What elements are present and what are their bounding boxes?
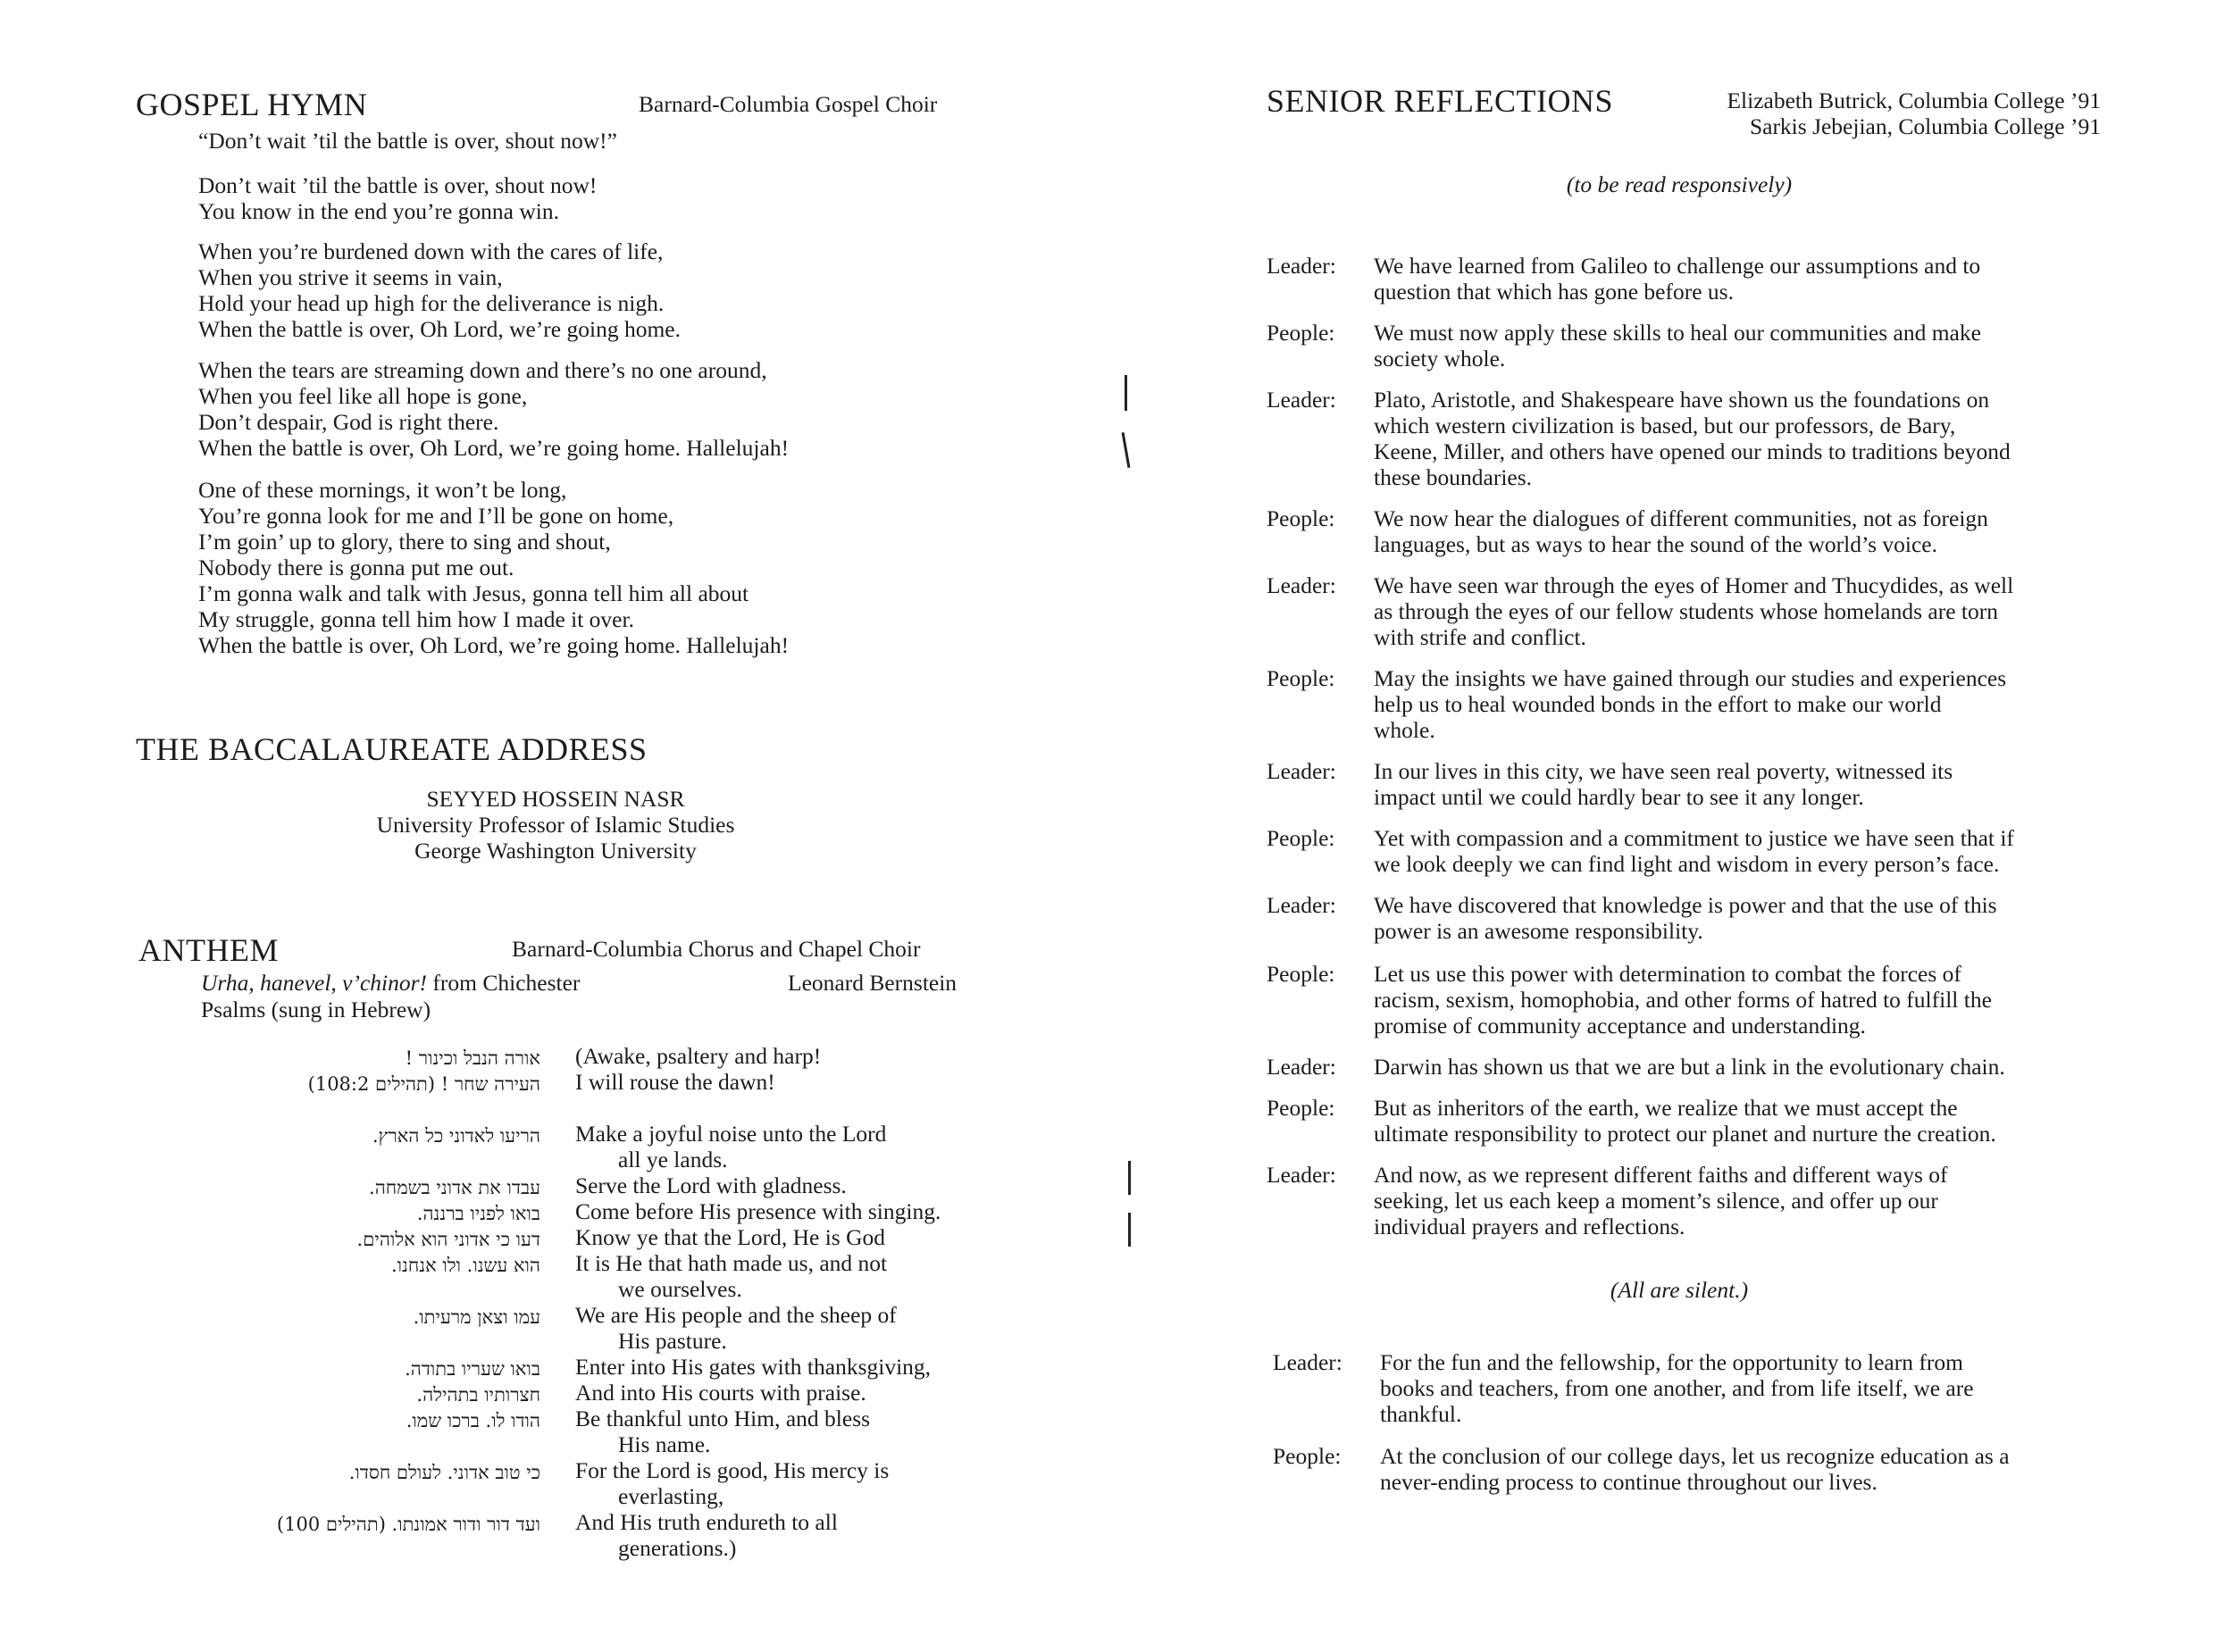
translation-line: Know ye that the Lord, He is God bbox=[575, 1224, 886, 1250]
role-label: People: bbox=[1267, 505, 1335, 531]
staple-mark bbox=[1128, 1213, 1131, 1247]
exchange-line: thankful. bbox=[1380, 1401, 1462, 1427]
exchange-line: We have learned from Galileo to challenge our assumptions and to bbox=[1374, 253, 1981, 279]
hymn-line: When the battle is over, Oh Lord, we’re going home. Hallelujah! bbox=[198, 632, 790, 658]
role-label: People: bbox=[1273, 1443, 1342, 1469]
role-label: People: bbox=[1267, 825, 1335, 851]
anthem-title: ANTHEM bbox=[138, 932, 279, 968]
hebrew-line: העירה שחר ! (תהילים 108:2) bbox=[307, 1073, 540, 1095]
translation-line: everlasting, bbox=[618, 1483, 724, 1509]
exchange-text bbox=[1374, 961, 2106, 1039]
exchange-line: power is an awesome responsibility. bbox=[1374, 918, 1703, 944]
translation-line: Come before His presence with singing. bbox=[575, 1198, 941, 1224]
exchange-line: We have discovered that knowledge is power and that the use of this bbox=[1374, 892, 1997, 918]
exchange-line: whole. bbox=[1374, 717, 1435, 743]
closing-reading bbox=[1273, 1349, 2112, 1501]
hymn-line: When you feel like all hope is gone, bbox=[198, 383, 528, 409]
translation-line: And His truth endureth to all bbox=[575, 1509, 838, 1535]
hebrew-line: דעו כי אדוני הוא אלוהים. bbox=[356, 1229, 540, 1250]
exchange-line: In our lives in this city, we have seen real poverty, witnessed its bbox=[1374, 758, 1953, 784]
hymn-line: You’re gonna look for me and I’ll be gone on home, bbox=[198, 503, 674, 529]
gospel-hymn-subtitle: “Don’t wait ’til the battle is over, shout now!” bbox=[198, 128, 617, 154]
hymn-line: Nobody there is gonna put me out. bbox=[198, 555, 514, 580]
role-label: Leader: bbox=[1273, 1349, 1342, 1375]
hymn-stanza-2 bbox=[198, 238, 681, 342]
hebrew-line: בואו שעריו בתודה. bbox=[405, 1358, 540, 1380]
translation-line: all ye lands. bbox=[618, 1147, 728, 1172]
role-label: People: bbox=[1267, 961, 1335, 987]
reading-instruction: (to be read responsively) bbox=[1566, 171, 1793, 197]
anthem-performer: Barnard-Columbia Chorus and Chapel Choir bbox=[512, 936, 921, 962]
hebrew-line: הוא עשנו. ולו אנחנו. bbox=[390, 1255, 540, 1276]
hebrew-line: חצרותיו בתהילה. bbox=[416, 1384, 540, 1406]
role-label: Leader: bbox=[1267, 572, 1336, 598]
role-label: People: bbox=[1267, 665, 1335, 691]
hymn-line: You know in the end you’re gonna win. bbox=[198, 198, 559, 224]
role-label: Leader: bbox=[1267, 1054, 1336, 1080]
translation-line: (Awake, psaltery and harp! bbox=[575, 1043, 822, 1069]
exchange-line: We now hear the dialogues of different communities, not as foreign bbox=[1374, 505, 1988, 531]
anthem-work-title: Urha, hanevel, v’chinor! bbox=[201, 970, 428, 996]
exchange-text bbox=[1374, 825, 2106, 877]
exchange-line: these boundaries. bbox=[1374, 464, 1533, 490]
exchange-line: individual prayers and reflections. bbox=[1374, 1214, 1685, 1239]
reflections-title: SENIOR REFLECTIONS bbox=[1267, 83, 1614, 119]
role-label: Leader: bbox=[1267, 892, 1336, 918]
speaker-institution: George Washington University bbox=[414, 838, 697, 864]
role-label: Leader: bbox=[1267, 387, 1336, 413]
hymn-line: Hold your head up high for the deliverance is nigh. bbox=[198, 290, 665, 316]
exchange-line: And now, as we represent different faiths and different ways of bbox=[1374, 1162, 1948, 1188]
exchange-line: Keene, Miller, and others have opened our minds to traditions beyond bbox=[1374, 438, 2011, 464]
exchange-line: help us to heal wounded bonds in the effort to make our world bbox=[1374, 691, 1942, 717]
reflections-speakers bbox=[1590, 88, 2101, 139]
role-label: Leader: bbox=[1267, 1162, 1336, 1188]
translation-line: generations.) bbox=[618, 1535, 737, 1561]
role-label: People: bbox=[1267, 320, 1335, 346]
translation-line: we ourselves. bbox=[618, 1276, 742, 1302]
translation-line: Be thankful unto Him, and bless bbox=[575, 1406, 871, 1431]
exchange-text bbox=[1374, 758, 2106, 810]
exchange-line: impact until we could hardly bear to see it any longer. bbox=[1374, 784, 1864, 810]
exchange-line: never-ending process to continue throughout our lives. bbox=[1380, 1469, 1878, 1495]
speaker-2: Sarkis Jebejian, Columbia College ’91 bbox=[1749, 113, 2101, 139]
anthem-composer: Leonard Bernstein bbox=[788, 970, 958, 996]
exchange-line: We have seen war through the eyes of Homer and Thucydides, as well bbox=[1374, 572, 2014, 598]
gospel-hymn-performer: Barnard-Columbia Gospel Choir bbox=[639, 91, 938, 117]
hymn-line: One of these mornings, it won’t be long, bbox=[198, 477, 567, 503]
exchange-line: For the fun and the fellowship, for the opportunity to learn from bbox=[1380, 1349, 1963, 1375]
exchange-line: Plato, Aristotle, and Shakespeare have shown us the foundations on bbox=[1374, 387, 1990, 413]
translation-line: His pasture. bbox=[618, 1328, 727, 1354]
exchange-line: as through the eyes of our fellow students whose homelands are torn bbox=[1374, 598, 1998, 624]
role-label: Leader: bbox=[1267, 758, 1336, 784]
exchange-line: books and teachers, from one another, and from life itself, we are bbox=[1380, 1375, 1974, 1401]
translation-line: Serve the Lord with gladness. bbox=[575, 1172, 847, 1198]
exchange-text bbox=[1374, 1054, 2106, 1080]
exchange-text bbox=[1374, 1095, 2106, 1147]
speaker-name: SEYYED HOSSEIN NASR bbox=[426, 786, 685, 812]
exchange-line: languages, but as ways to hear the sound of the world’s voice. bbox=[1374, 531, 1937, 557]
translation-line: It is He that hath made us, and not bbox=[575, 1250, 888, 1276]
hymn-stanza-3 bbox=[198, 357, 789, 461]
exchange-line: we look deeply we can find light and wisdom in every person’s face. bbox=[1374, 851, 2000, 877]
exchange-line: Let us use this power with determination to combat the forces of bbox=[1374, 961, 1961, 987]
hymn-line: Don’t wait ’til the battle is over, shout now! bbox=[198, 172, 598, 198]
hebrew-line: עבדו את אדוני בשמחה. bbox=[369, 1177, 540, 1198]
hymn-line: My struggle, gonna tell him how I made it over. bbox=[198, 606, 634, 632]
exchange-line: with strife and conflict. bbox=[1374, 624, 1586, 650]
exchange-text bbox=[1374, 1162, 2106, 1239]
exchange-line: May the insights we have gained through our studies and experiences bbox=[1374, 665, 2007, 691]
exchange-text bbox=[1374, 253, 2106, 305]
translation-line: And into His courts with praise. bbox=[575, 1380, 866, 1406]
hebrew-line: הודו לו. ברכו שמו. bbox=[406, 1410, 540, 1431]
hymn-line: When the battle is over, Oh Lord, we’re going home. bbox=[198, 316, 681, 342]
hebrew-line: בואו לפניו ברננה. bbox=[416, 1203, 540, 1224]
address-title: THE BACCALAUREATE ADDRESS bbox=[136, 731, 648, 767]
english-translation bbox=[575, 1043, 941, 1561]
exchange-line: society whole. bbox=[1374, 346, 1506, 371]
hymn-line: When you strive it seems in vain, bbox=[198, 264, 503, 290]
hymn-line: When you’re burdened down with the cares of life, bbox=[198, 238, 664, 264]
hymn-stanza-4 bbox=[198, 477, 789, 658]
hymn-line: I’m goin’ up to glory, there to sing and shout, bbox=[198, 529, 611, 555]
staple-mark bbox=[1128, 1161, 1131, 1195]
translation-line: We are His people and the sheep of bbox=[575, 1302, 897, 1328]
exchange-text bbox=[1374, 387, 2106, 490]
speaker-1: Elizabeth Butrick, Columbia College ’91 bbox=[1727, 88, 2101, 113]
exchange-line: Darwin has shown us that we are but a link in the evolutionary chain. bbox=[1374, 1054, 2005, 1080]
hymn-line: When the battle is over, Oh Lord, we’re going home. Hallelujah! bbox=[198, 435, 790, 461]
exchange-text bbox=[1380, 1443, 2112, 1495]
exchange-line: which western civilization is based, but our professors, de Bary, bbox=[1374, 413, 1956, 438]
translation-line: Make a joyful noise unto the Lord bbox=[575, 1121, 887, 1147]
anthem-work-line2: Psalms (sung in Hebrew) bbox=[201, 997, 431, 1022]
address-speaker-block bbox=[288, 786, 824, 864]
staple-mark bbox=[1122, 432, 1131, 468]
exchange-line: seeking, let us each keep a moment’s silence, and offer up our bbox=[1374, 1188, 1938, 1214]
anthem-work bbox=[201, 970, 580, 996]
hymn-line: I’m gonna walk and talk with Jesus, gonna tell him all about bbox=[198, 580, 749, 606]
speaker-position: University Professor of Islamic Studies bbox=[376, 812, 735, 838]
exchange-text bbox=[1374, 892, 2106, 944]
exchange-line: But as inheritors of the earth, we realize that we must accept the bbox=[1374, 1095, 1958, 1121]
hebrew-line: אורה הנבל וכינור ! bbox=[405, 1047, 540, 1069]
exchange-line: We must now apply these skills to heal our communities and make bbox=[1374, 320, 1981, 346]
hymn-stanza-1 bbox=[198, 172, 597, 224]
hebrew-line: כי טוב אדוני. לעולם חסדו. bbox=[348, 1462, 540, 1483]
exchange-text bbox=[1374, 320, 2106, 371]
translation-line: Enter into His gates with thanksgiving, bbox=[575, 1354, 932, 1380]
silence-note: (All are silent.) bbox=[1610, 1277, 1749, 1303]
exchange-line: ultimate responsibility to protect our planet and nurture the creation. bbox=[1374, 1121, 1996, 1147]
exchange-line: Yet with compassion and a commitment to justice we have seen that if bbox=[1374, 825, 2014, 851]
role-label: People: bbox=[1267, 1095, 1335, 1121]
translation-line: For the Lord is good, His mercy is bbox=[575, 1457, 890, 1483]
gospel-hymn-title: GOSPEL HYMN bbox=[136, 87, 368, 122]
hebrew-line: ועד דור ודור אמונתו. (תהילים 100) bbox=[276, 1514, 540, 1535]
translation-line: His name. bbox=[618, 1431, 711, 1457]
hebrew-line: עמו וצאן מרעיתו. bbox=[413, 1306, 540, 1328]
exchange-text bbox=[1374, 572, 2106, 650]
responsive-reading bbox=[1267, 253, 2106, 1239]
hymn-line: When the tears are streaming down and there’s no one around, bbox=[198, 357, 767, 383]
exchange-line: At the conclusion of our college days, let us recognize education as a bbox=[1380, 1443, 2010, 1469]
exchange-line: promise of community acceptance and understanding. bbox=[1374, 1013, 1866, 1039]
exchange-text bbox=[1380, 1349, 2112, 1427]
exchange-text bbox=[1374, 665, 2106, 743]
hebrew-line: הריעו לאדוני כל הארץ. bbox=[372, 1125, 540, 1147]
translation-line: I will rouse the dawn! bbox=[575, 1069, 775, 1095]
hebrew-text bbox=[107, 1046, 540, 1538]
staple-mark bbox=[1125, 375, 1127, 411]
exchange-line: racism, sexism, homophobia, and other forms of hatred to fulfill the bbox=[1374, 987, 1992, 1013]
role-label: Leader: bbox=[1267, 253, 1336, 279]
anthem-work-source: from Chichester bbox=[427, 970, 581, 996]
exchange-line: question that which has gone before us. bbox=[1374, 279, 1734, 305]
exchange-text bbox=[1374, 505, 2106, 557]
hymn-line: Don’t despair, God is right there. bbox=[198, 409, 499, 435]
